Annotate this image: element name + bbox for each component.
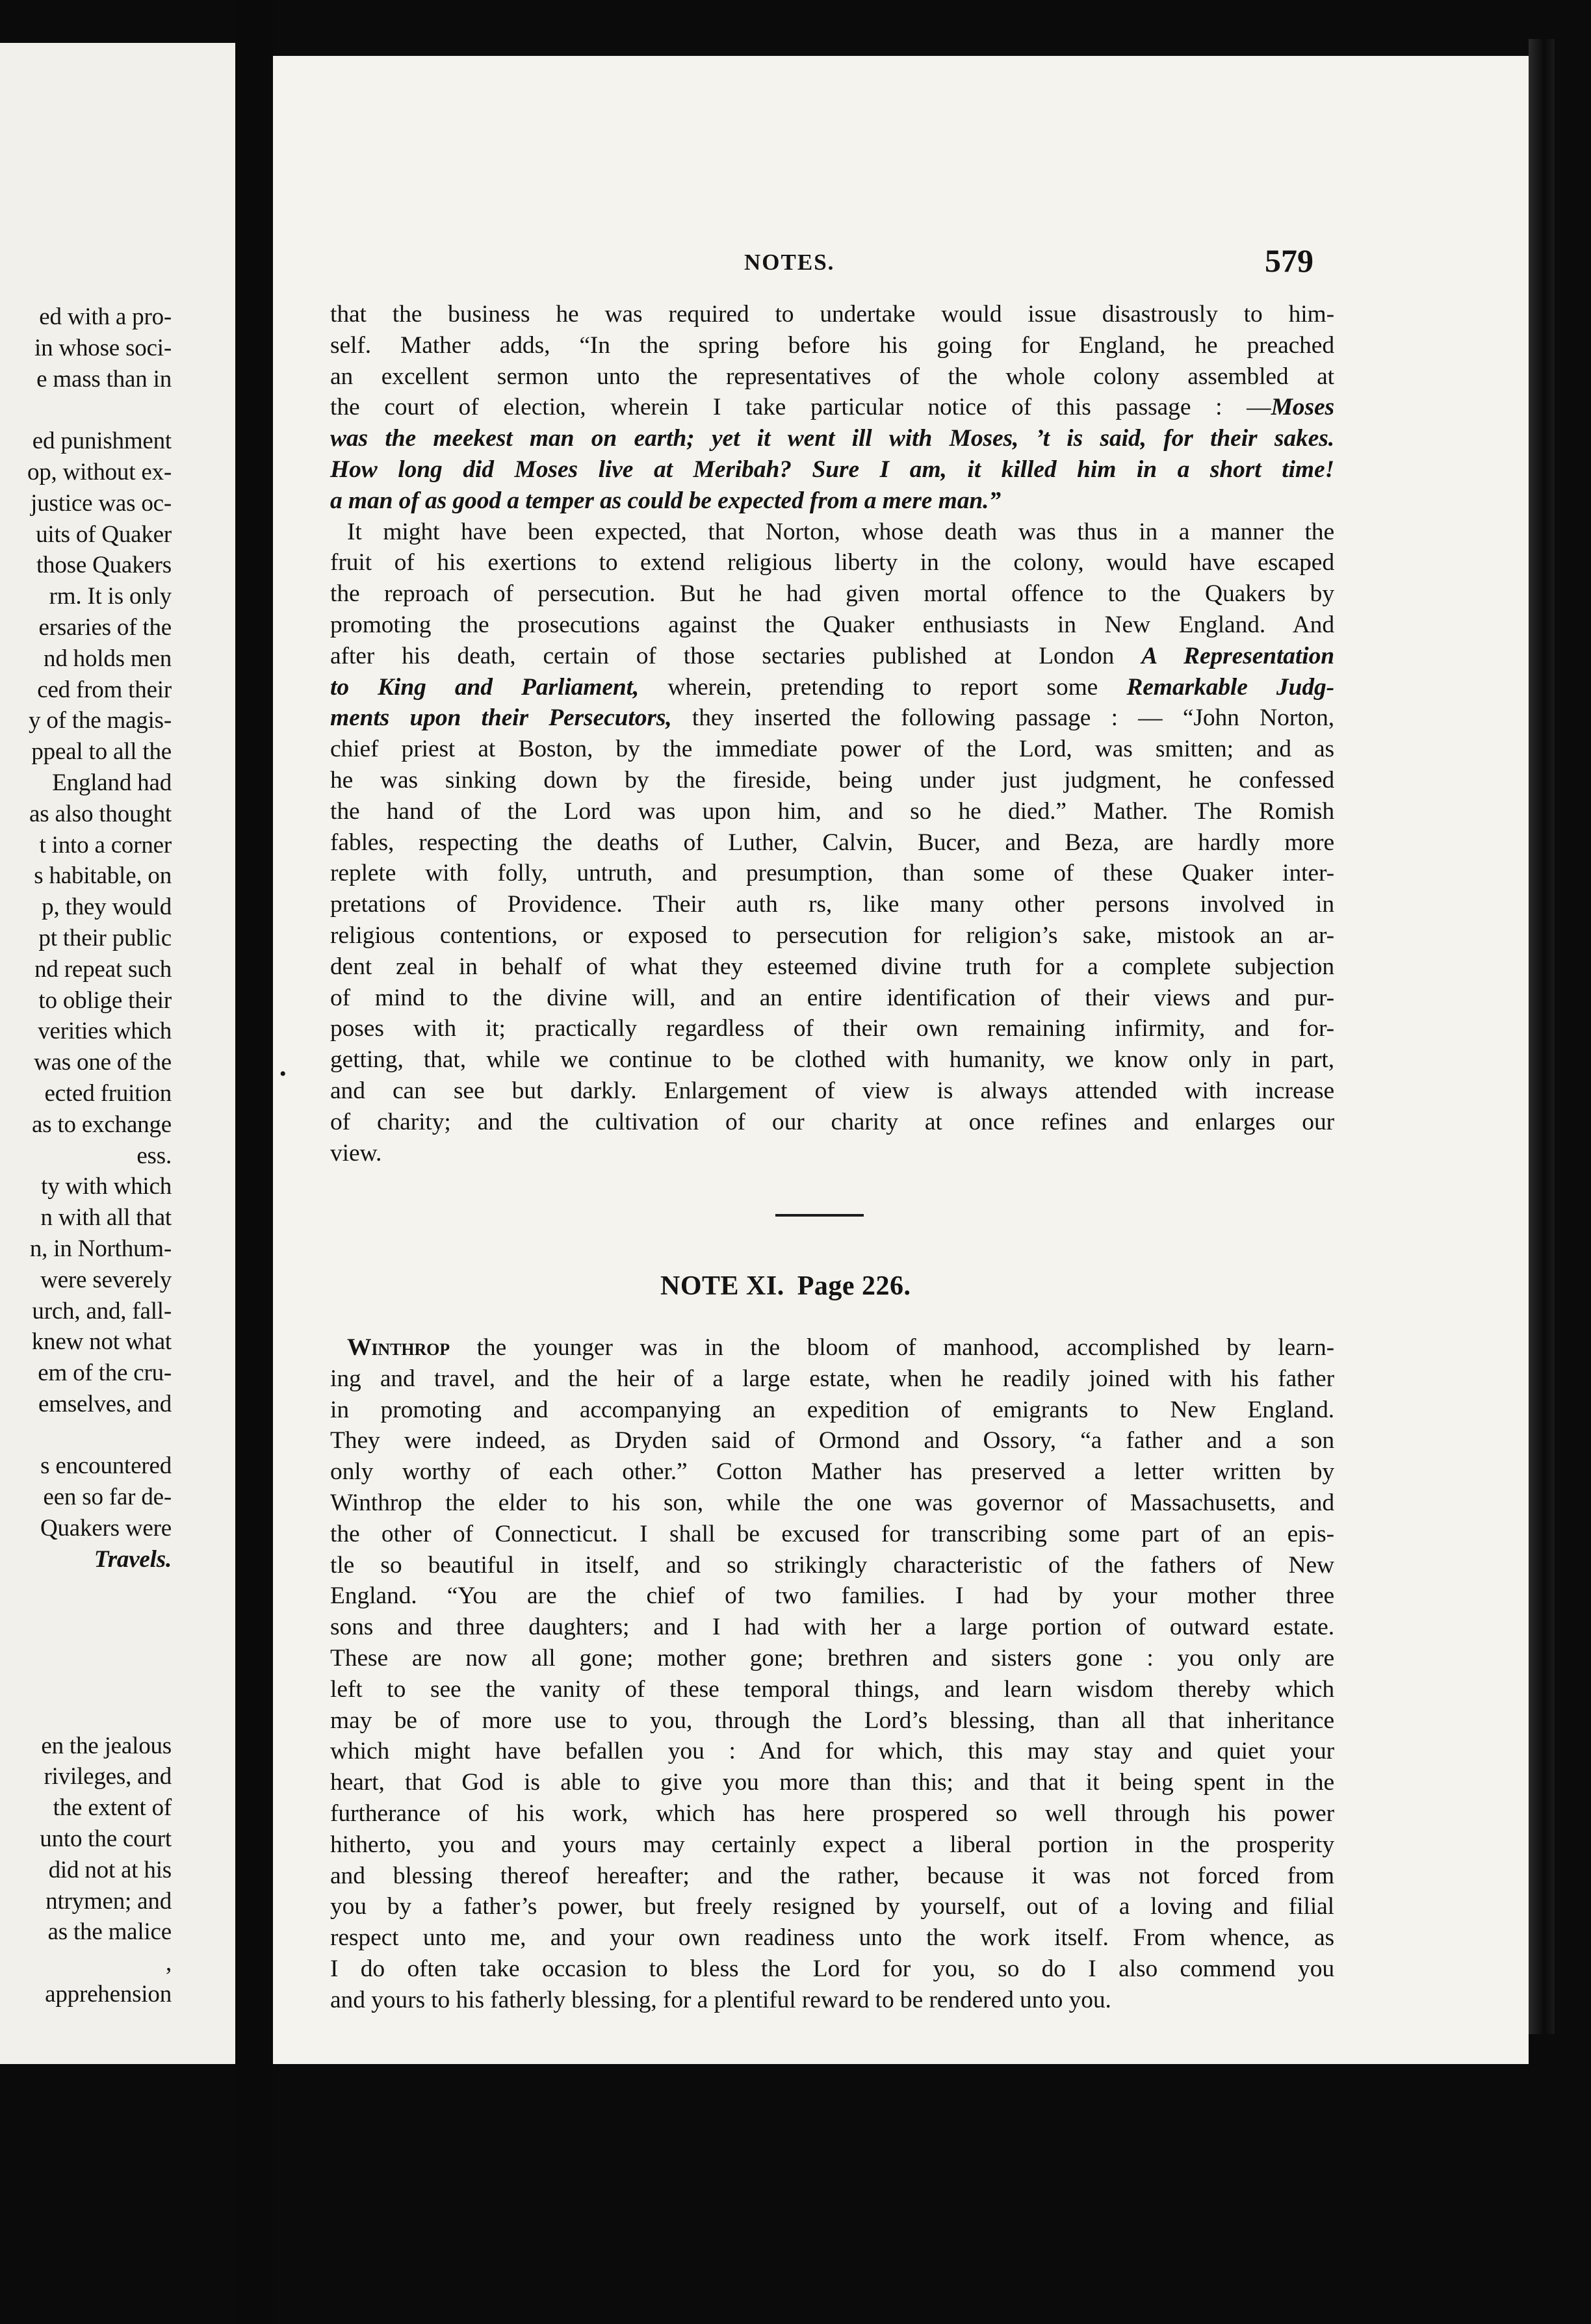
text-line: Winthrop the elder to his son, while the one was governor of Massachusetts, and — [330, 1489, 1334, 1516]
left-page-line: op, without ex- — [27, 458, 172, 485]
text-line: and can see but darkly. Enlargement of view is always attended with increase — [330, 1077, 1334, 1104]
lead-word: Winthrop — [347, 1334, 450, 1361]
text-line: view. — [330, 1139, 382, 1167]
text-line: fruit of his exertions to extend religious liberty in the colony, would have escaped — [330, 549, 1334, 576]
left-page-line: ed punishment — [32, 428, 172, 455]
left-page-line: as the malice — [47, 1918, 172, 1946]
left-page-line: uits of Quaker — [36, 521, 172, 548]
left-page-line: ersaries of the — [38, 613, 172, 641]
left-page-line: pt their public — [38, 924, 172, 951]
text-line: ing and travel, and the heir of a large estate, when he readily joined with his father — [330, 1365, 1334, 1392]
left-page-line: England had — [52, 769, 172, 796]
notes-body-bottom — [330, 1332, 1334, 2016]
left-page-line: em of the cru- — [38, 1360, 172, 1387]
left-page-line: apprehension — [45, 1981, 172, 2008]
text-line — [330, 1332, 1334, 1363]
italic-run: ments upon their Persecutors, — [330, 704, 672, 732]
text-line: of charity; and the cultivation of our charity at once refines and enlarges our — [330, 1108, 1334, 1135]
left-page-line: n with all that — [40, 1204, 172, 1232]
left-page-line: emselves, and — [38, 1390, 172, 1417]
left-page-line: ppeal to all the — [31, 738, 172, 766]
text-line: fables, respecting the deaths of Luther, Calvin, Bucer, and Beza, are hardly more — [330, 829, 1334, 856]
text-line: furtherance of his work, which has here prospered so well through his power — [330, 1800, 1334, 1827]
left-page-line: ess. — [136, 1142, 172, 1169]
text-run: wherein, pretending to report some — [667, 673, 1098, 701]
left-page-line: nd repeat such — [34, 955, 172, 983]
text-line: I do often take occasion to bless the Lord for you, so do I also commend you — [330, 1955, 1334, 1982]
left-page-line: ty with which — [41, 1173, 172, 1200]
italic-run: A Representation — [1141, 642, 1334, 669]
text-line: religious contentions, or exposed to persecution for religion’s sake, mistook an ar- — [330, 922, 1334, 949]
left-page-line: n, in Northum- — [29, 1235, 172, 1262]
left-page-line — [27, 1420, 172, 1451]
left-page-line: en the jealous — [41, 1732, 172, 1759]
left-page-line: the extent of — [53, 1794, 172, 1822]
notes-body-top — [330, 299, 1334, 1168]
left-page-line — [27, 1637, 172, 1668]
text-line: heart, that God is able to give you more than this; and that it being spent in the — [330, 1769, 1334, 1796]
text-line: getting, that, while we continue to be clothed with humanity, we know only in part, — [330, 1046, 1334, 1074]
left-page-line — [27, 394, 172, 426]
left-page-line: did not at his — [48, 1856, 172, 1883]
text-line: pretations of Providence. Their auth rs, like many other persons involved in — [330, 891, 1334, 918]
left-page-fragment — [0, 43, 235, 2064]
text-line: he was sinking down by the fireside, being under just judgment, he confessed — [330, 766, 1334, 794]
italic-run: Remarkable Judg- — [1126, 673, 1335, 701]
note-heading — [660, 1271, 911, 1302]
text-line: self. Mather adds, “In the spring before his going for England, he preached — [330, 331, 1334, 359]
text-run: they inserted the following passage : — “John Norton, — [692, 704, 1335, 732]
italic-line: was the meekest man on earth; yet it went ill with Moses, ’t is said, for their sakes. — [330, 425, 1334, 452]
italic-run: to King and Parliament, — [330, 673, 640, 701]
left-page-line — [27, 1699, 172, 1731]
left-page-line — [27, 1668, 172, 1699]
left-page-line: ntrymen; and — [45, 1887, 172, 1915]
left-page-line: s habitable, on — [34, 862, 172, 890]
text-line: of mind to the divine will, and an entire identification of their views and pur- — [330, 984, 1334, 1011]
left-page-line: those Quakers — [36, 552, 172, 579]
left-page-line: y of the magis- — [29, 707, 172, 734]
section-divider — [775, 1214, 864, 1217]
text-line: poses with it; practically regardless of their own remaining infirmity, and for- — [330, 1015, 1334, 1042]
note-label: NOTE XI. — [660, 1271, 784, 1301]
italic-run: Moses — [1271, 394, 1334, 421]
left-page-line — [27, 1575, 172, 1607]
note-page-ref: Page 226. — [797, 1271, 911, 1301]
text-line: you by a father’s power, but freely resigned by yourself, out of a loving and filial — [330, 1893, 1334, 1920]
text-line: They were indeed, as Dryden said of Ormond and Ossory, “a father and a son — [330, 1427, 1334, 1454]
text-line: It might have been expected, that Norton, whose death was thus in a manner the — [347, 518, 1334, 545]
text-line: replete with folly, untruth, and presumption, than some of these Quaker inter- — [330, 860, 1334, 887]
text-line: and blessing thereof hereafter; and the rather, because it was not forced from — [330, 1862, 1334, 1889]
left-page-line: knew not what — [31, 1328, 172, 1356]
italic-line: a man of as good a temper as could be expected from a mere man.” — [330, 487, 1002, 514]
left-page-line: rm. It is only — [49, 583, 172, 610]
left-page-line: as also thought — [29, 800, 172, 827]
left-page-line: nd holds men — [44, 645, 172, 672]
left-page-line: justice was oc- — [31, 489, 172, 517]
text-line: in promoting and accompanying an expedition of emigrants to New England. — [330, 1396, 1334, 1423]
left-page-line: een so far de- — [43, 1484, 172, 1511]
text-line: chief priest at Boston, by the immediate power of the Lord, was smitten; and as — [330, 736, 1334, 763]
text-line: These are now all gone; mother gone; brethren and sisters gone : you only are — [330, 1644, 1334, 1672]
left-page-line: ected fruition — [44, 1079, 172, 1107]
text-line: left to see the vanity of these temporal things, and learn wisdom thereby which — [330, 1675, 1334, 1703]
running-header: NOTES. — [744, 250, 835, 275]
margin-mark: • — [279, 1063, 287, 1085]
left-page-line: verities which — [38, 1018, 172, 1045]
left-page-text — [27, 302, 172, 2010]
left-page-line: urch, and, fall- — [32, 1297, 172, 1324]
text-run: the younger was in the bloom of manhood, accomplished by learn- — [476, 1334, 1334, 1361]
left-page-line: rivileges, and — [44, 1763, 172, 1790]
text-line — [330, 672, 1334, 703]
text-line — [330, 392, 1334, 423]
page-edge — [1529, 39, 1555, 2034]
left-page-line: e mass than in — [36, 365, 172, 393]
text-line: that the business he was required to undertake would issue disastrously to him- — [330, 301, 1334, 328]
book-gutter — [235, 0, 273, 2324]
text-line: the reproach of persecution. But he had given mortal offence to the Quakers by — [330, 580, 1334, 608]
text-line: the hand of the Lord was upon him, and so he died.” Mather. The Romish — [330, 797, 1334, 825]
text-line — [330, 703, 1334, 734]
left-page-line: , — [165, 1950, 172, 1977]
left-page-line: Travels. — [94, 1545, 172, 1573]
text-line: sons and three daughters; and I had with her a large portion of outward estate. — [330, 1614, 1334, 1641]
left-page-line: ced from their — [37, 676, 172, 703]
text-line: may be of more use to you, through the Lord’s blessing, than all that inheritance — [330, 1707, 1334, 1734]
page-number: 579 — [1265, 242, 1313, 279]
text-line: promoting the prosecutions against the Quaker enthusiasts in New England. And — [330, 611, 1334, 638]
left-page-line: to oblige their — [38, 987, 172, 1014]
left-page-line: was one of the — [34, 1049, 172, 1076]
text-line: England. “You are the chief of two families. I had by your mother three — [330, 1582, 1334, 1610]
text-line: tle so beautiful in itself, and so strikingly characteristic of the fathers of New — [330, 1551, 1334, 1579]
left-page-line: s encountered — [40, 1452, 172, 1480]
text-run: after his death, certain of those sectaries published at London — [330, 642, 1115, 669]
text-line: which might have befallen you : And for which, this may stay and quiet your — [330, 1738, 1334, 1765]
text-line: hitherto, you and yours may certainly expect a liberal portion in the prosperity — [330, 1831, 1334, 1858]
left-page-line: in whose soci- — [34, 334, 172, 361]
italic-line: How long did Moses live at Meribah? Sure I am, it killed him in a short time! — [330, 456, 1334, 483]
text-line: only worthy of each other.” Cotton Mather has preserved a letter written by — [330, 1458, 1334, 1486]
left-page-line: as to exchange — [32, 1111, 172, 1138]
text-line — [330, 641, 1334, 672]
text-line: the other of Connecticut. I shall be excused for transcribing some part of an epis- — [330, 1520, 1334, 1547]
left-page-line: were severely — [40, 1266, 172, 1293]
left-page-line: Quakers were — [40, 1515, 172, 1542]
text-line: and yours to his fatherly blessing, for a plentiful reward to be rendered unto you. — [330, 1986, 1111, 2013]
text-run: the court of election, wherein I take particular notice of this passage : — — [330, 394, 1271, 421]
text-line: an excellent sermon unto the representatives of the whole colony assembled at — [330, 363, 1334, 390]
text-line: respect unto me, and your own readiness unto the work itself. From whence, as — [330, 1924, 1334, 1952]
left-page-line: unto the court — [40, 1826, 172, 1853]
left-page-line — [27, 1606, 172, 1637]
text-line: dent zeal in behalf of what they esteemed divine truth for a complete subjection — [330, 953, 1334, 980]
left-page-line: ed with a pro- — [39, 303, 172, 330]
left-page-line: p, they would — [42, 894, 172, 921]
left-page-line: t into a corner — [39, 831, 172, 859]
